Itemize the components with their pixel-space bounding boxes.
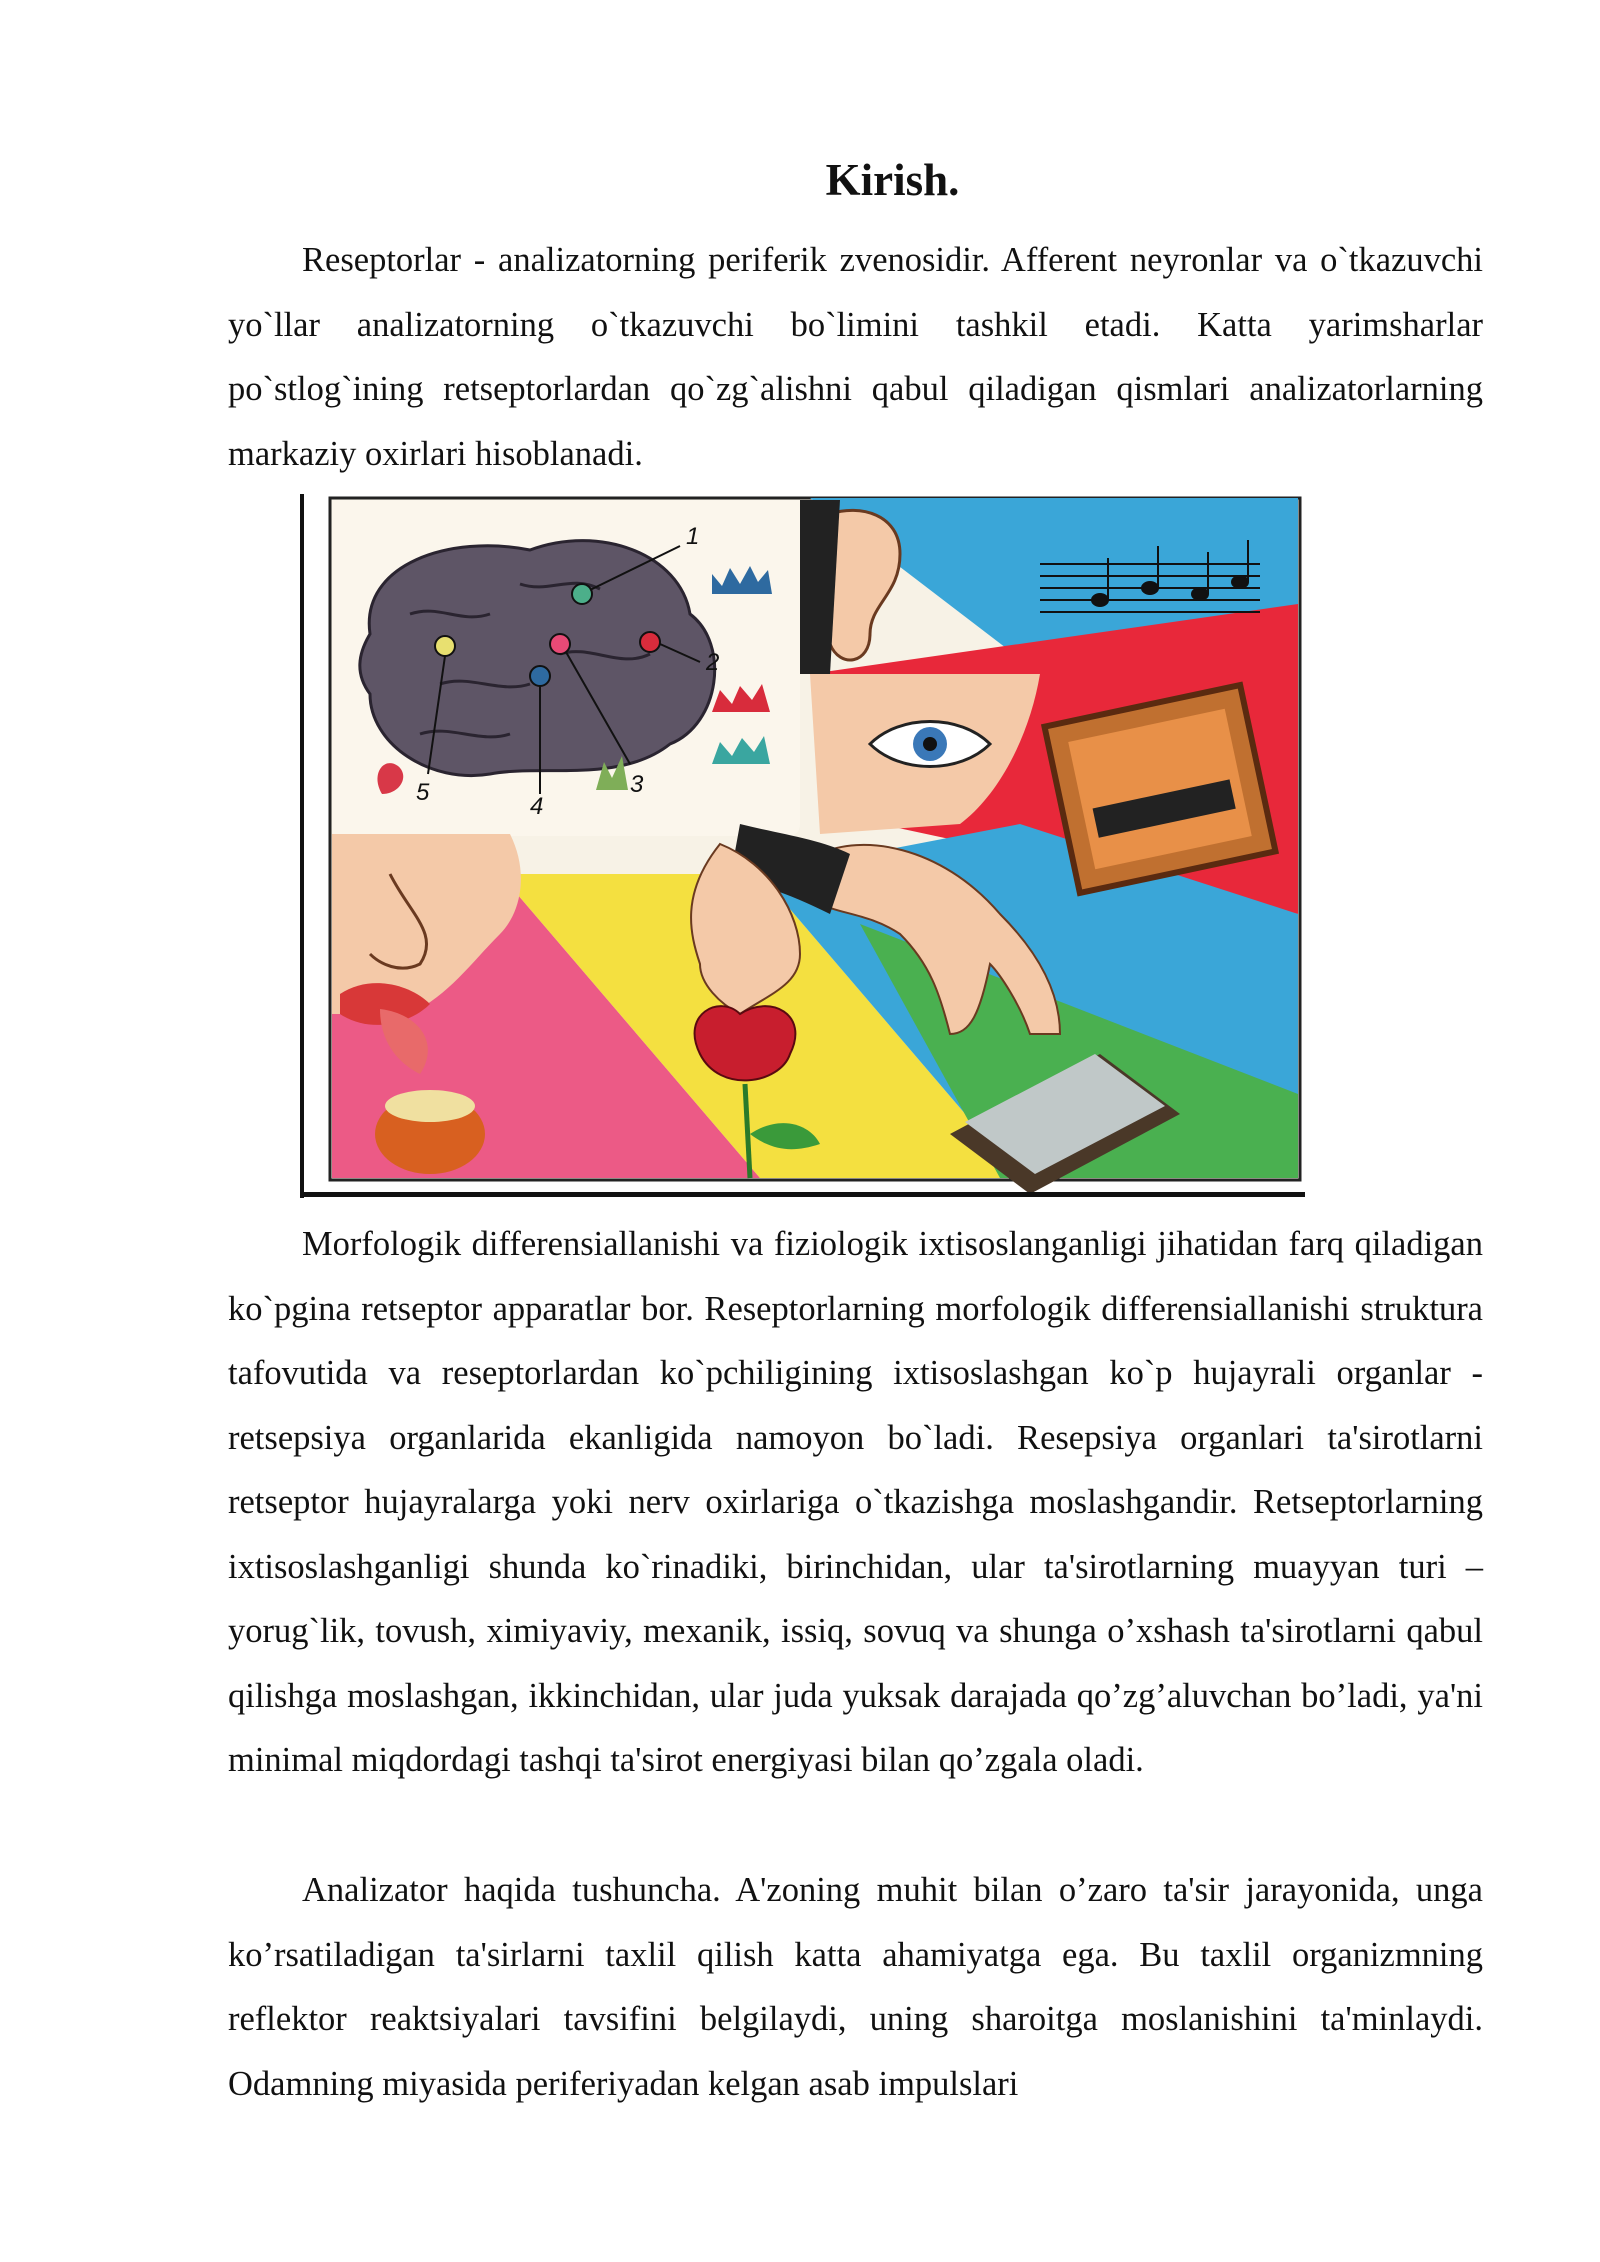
brain-label-2: 2 [706,649,720,676]
fruit-icon [375,1090,485,1174]
brain-point-1 [572,584,592,604]
brain-icon [360,541,715,776]
brain-point-4 [530,666,550,686]
brain-label-3: 3 [630,771,644,798]
brain-label-5: 5 [416,779,430,806]
receptor-illustration [300,494,1305,1198]
brain-point-2 [640,632,660,652]
brain-point-3 [550,634,570,654]
brain-label-1: 1 [686,523,700,550]
paragraph-intro: Reseptorlar - analizatorning periferik zvenosidir. Afferent neyronlar va o`tkazuvchi yo`llar analizatorning o`tkazuvchi bo`limini tashkil etadi. Katta yarimsharlar po`stlog`ining retseptorlardan qo`zg`alishni qabul qiladigan qismlari analizatorlarning markaziy oxirlari hisoblanadi. [228,241,1483,473]
brain-point-5 [435,636,455,656]
paragraph-analyzer: Analizator haqida tushuncha. A'zoning muhit bilan o’zaro ta'sir jarayonida, unga ko’rsatiladigan ta'sirlarni taxlil qilish katta ahamiyatga ega. Bu taxlil organizmning reflektor reaktsiyalari tavsifini belgilaydi, uning sharoitga moslanishini ta'minlaydi. Odamning miyasida periferiyadan kelgan asab impulslari [228,1871,1483,2103]
brain-label-4: 4 [530,793,544,820]
page-title: Kirish. [825,155,960,205]
paragraph-morphology: Morfologik differensiallanishi va fiziologik ixtisoslanganligi jihatidan farq qiladigan ko`pgina retseptor apparatlar bor. Reseptorlarning morfologik differensiallanishi struktura tafovutida va reseptorlardan ko`pchiligining ixtisoslashgan ko`p hujayrali organlar - retsepsiya organlarida ekanligida namoyon bo`ladi. Resepsiya organlari ta'sirotlarni retseptor hujayralarga yoki nerv oxirlariga o`tkazishga moslashgandir. Retseptorlarning ixtisoslashganligi shunda ko`rinadiki, birinchidan, ular ta'sirotlarning muayyan turi – yorug`lik, tovush, ximiyaviy, mexanik, issiq, sovuq va shunga o’xshash ta'sirotlarni qabul qilishga moslashgan, ikkinchidan, ular juda yuksak darajada qo’zg’aluvchan bo’ladi, ya'ni minimal miqdordagi tashqi ta'sirot energiyasi bilan qo’zgala oladi. [228,1225,1483,1779]
illustration-svg [300,494,1305,1198]
figure-frame-bottom [300,1192,1305,1197]
figure-frame-left [300,494,304,1198]
framed-picture-icon [1045,685,1276,893]
